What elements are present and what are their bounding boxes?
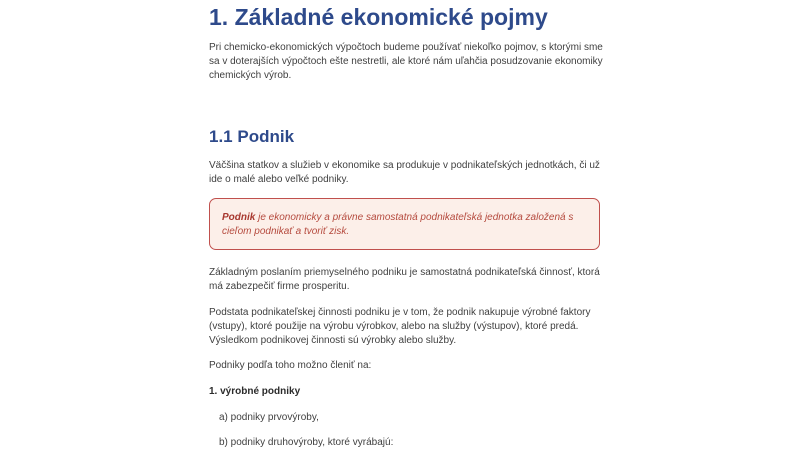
page-title: 1. Základné ekonomické pojmy bbox=[209, 4, 548, 30]
definition-text bbox=[222, 211, 592, 239]
list-heading: 1. výrobné podniky bbox=[209, 386, 301, 397]
paragraph-4: Podniky podľa toho možno členiť na: bbox=[209, 360, 372, 371]
paragraph-2: Základným poslaním priemyselného podniku je samostatná podnikateľská činnosť, ktorá má zabezpečiť firme prosperitu. bbox=[209, 267, 600, 292]
list-item-a: a) podniky prvovýroby, bbox=[219, 412, 319, 423]
definition-box bbox=[209, 198, 600, 250]
paragraph-1: Väčšina statkov a služieb v ekonomike sa produkuje v podnikateľských jednotkách, či už ide o malé alebo veľké podniky. bbox=[209, 160, 600, 185]
list-item-b: b) podniky druhovýroby, ktoré vyrábajú: bbox=[219, 437, 394, 448]
section-heading: 1.1 Podnik bbox=[209, 127, 295, 146]
intro-paragraph: Pri chemicko-ekonomických výpočtoch budeme používať niekoľko pojmov, s ktorými sme sa v doterajších výpočtoch ešte nestretli, ale ktoré nám uľahčia posudzovanie ekonomiky chemických výrob. bbox=[209, 42, 603, 81]
paragraph-3: Podstata podnikateľskej činnosti podniku je v tom, že podnik nakupuje výrobné faktory (vstupy), ktoré použije na výrobu výrobkov, alebo na služby (výstupov), ktoré predá. Výsledkom podnikovej činnosti sú výrobky alebo služby. bbox=[209, 307, 591, 346]
definition-term: Podnik bbox=[222, 212, 256, 223]
definition-body: je ekonomicky a právne samostatná podnikateľská jednotka založená s cieľom podnikať a tvoriť zisk. bbox=[222, 212, 574, 237]
